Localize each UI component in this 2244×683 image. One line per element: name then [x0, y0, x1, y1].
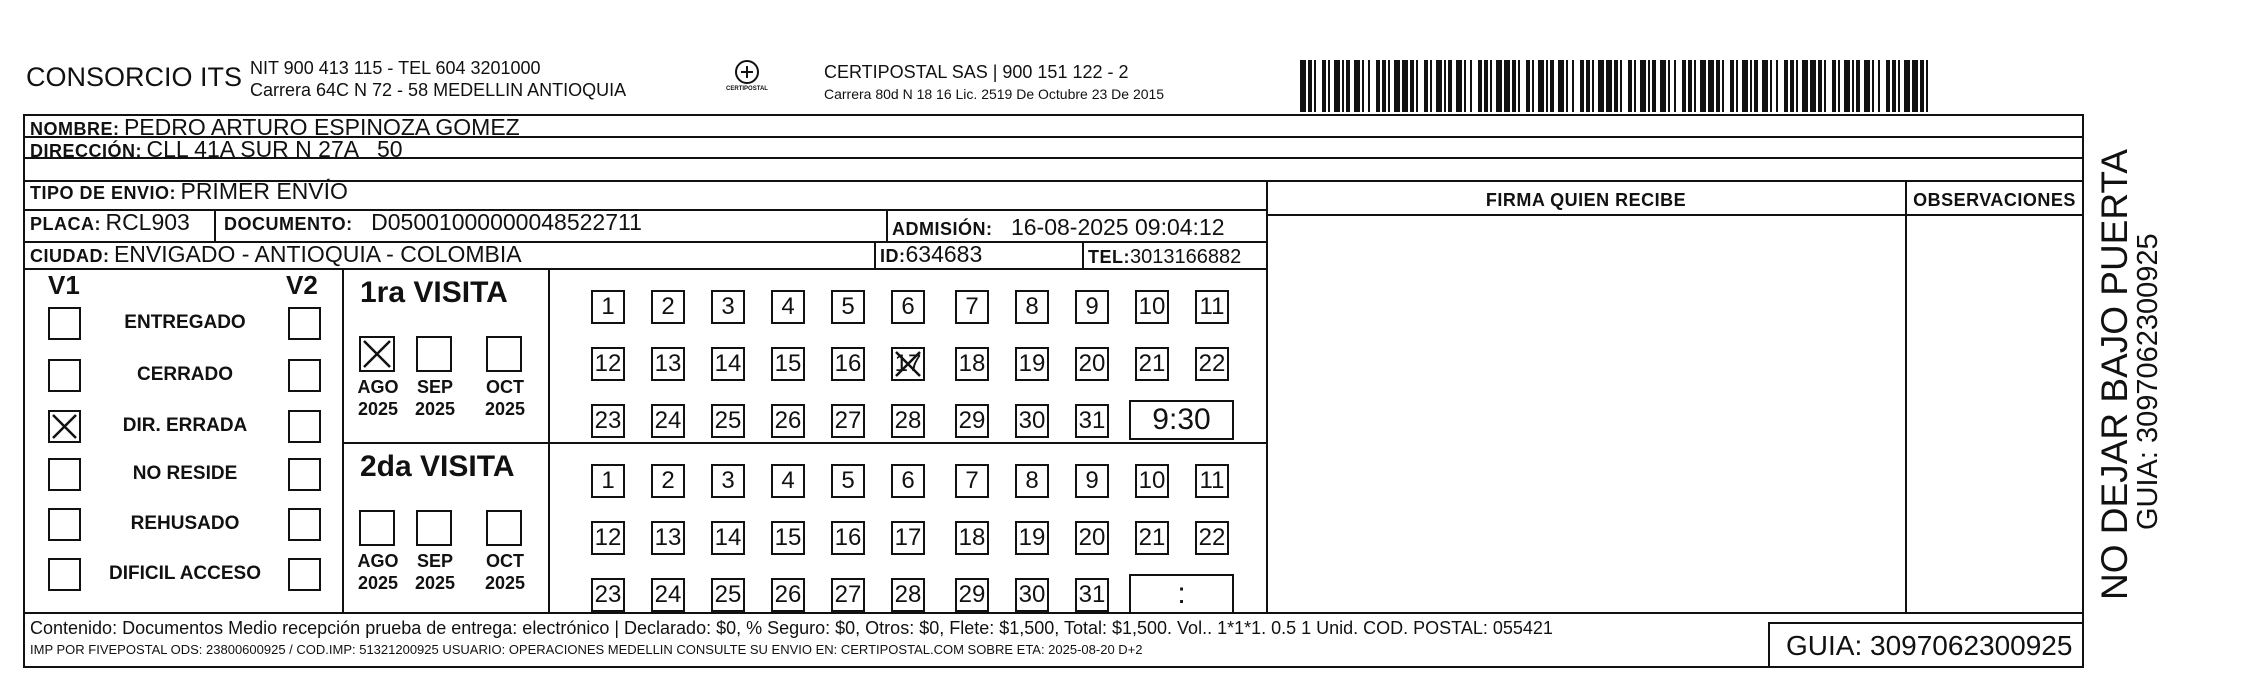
- second-day-9[interactable]: 9: [1075, 464, 1109, 498]
- v1-checkbox-4[interactable]: [48, 508, 81, 541]
- second-day-21[interactable]: 21: [1135, 521, 1169, 555]
- first-month-checkbox-0[interactable]: [359, 336, 395, 372]
- second-day-10[interactable]: 10: [1135, 464, 1169, 498]
- carrier-name: CERTIPOSTAL SAS | 900 151 122 - 2: [824, 62, 1129, 82]
- second-year-label-1: 2025: [414, 573, 456, 593]
- barcode-bar: [1308, 60, 1312, 112]
- barcode-bar: [1614, 60, 1618, 112]
- barcode-bar: [1424, 60, 1428, 112]
- x-mark-icon: [50, 412, 79, 446]
- admision-value: 16-08-2025 09:04:12: [1010, 214, 1225, 240]
- first-day-3[interactable]: 3: [711, 290, 745, 324]
- barcode-bar: [1580, 60, 1584, 112]
- barcode-bar: [1832, 60, 1836, 112]
- barcode-bar: [1300, 60, 1306, 112]
- barcode-bar: [1620, 60, 1622, 112]
- barcode-bar: [1652, 60, 1656, 112]
- barcode-bar: [1484, 60, 1488, 112]
- first-day-27[interactable]: 27: [831, 404, 865, 438]
- barcode-bar: [1898, 60, 1900, 112]
- barcode-bar: [1558, 60, 1564, 112]
- first-time-field[interactable]: 9:30: [1129, 400, 1234, 440]
- carrier-address: Carrera 80d N 18 16 Lic. 2519 De Octubre 23 De 2015: [824, 86, 1165, 102]
- first-month-label-2: OCT: [486, 377, 524, 397]
- first-month-label-1: SEP: [416, 377, 454, 397]
- first-day-8[interactable]: 8: [1015, 290, 1049, 324]
- first-year-label-2: 2025: [484, 399, 526, 419]
- imp-text: IMP POR FIVEPOSTAL ODS: 23800600925 / COD.IMP: 51321200925 USUARIO: OPERACIONES MEDELLIN CONSULTE SU ENVIO EN: CERTIPOSTAL.COM SOBRE ETA: 2025-08-20 D+2: [30, 642, 1143, 657]
- tel-label: TEL:: [1088, 247, 1130, 267]
- second-month-checkbox-2[interactable]: [486, 510, 522, 546]
- direccion-label: DIRECCIÓN:: [30, 141, 142, 161]
- barcode-bar: [1402, 60, 1408, 112]
- signature-area[interactable]: [1268, 216, 1904, 611]
- barcode-bar: [1838, 60, 1840, 112]
- first-day-9[interactable]: 9: [1075, 290, 1109, 324]
- admision-label: ADMISIÓN:: [892, 219, 993, 239]
- barcode-bar: [1810, 60, 1816, 112]
- first-day-15[interactable]: 15: [771, 347, 805, 381]
- second-day-15[interactable]: 15: [771, 521, 805, 555]
- first-day-19[interactable]: 19: [1015, 347, 1049, 381]
- barcode-bar: [1640, 60, 1646, 112]
- second-day-4[interactable]: 4: [771, 464, 805, 498]
- second-month-checkbox-0[interactable]: [359, 510, 395, 546]
- barcode-bar: [1904, 60, 1910, 112]
- side-guia: [2132, 130, 2172, 530]
- barcode-bar: [1716, 60, 1720, 112]
- first-title: 1ra VISITA: [360, 276, 508, 309]
- second-day-12[interactable]: 12: [591, 521, 625, 555]
- barcode-bar: [1818, 60, 1822, 112]
- barcode-bar: [1674, 60, 1676, 112]
- barcode-bar: [1512, 60, 1516, 112]
- barcode: [1300, 60, 1935, 112]
- direccion-value: CLL 41A SUR N 27A 50: [146, 136, 403, 162]
- second-month-checkbox-1[interactable]: [416, 510, 452, 546]
- second-month-label-2: OCT: [486, 551, 524, 571]
- barcode-bar: [1538, 60, 1544, 112]
- second-year-label-2: 2025: [484, 573, 526, 593]
- second-day-22[interactable]: 22: [1195, 521, 1229, 555]
- barcode-bar: [1742, 60, 1748, 112]
- v2-checkbox-5[interactable]: [288, 558, 321, 591]
- barcode-bar: [1708, 60, 1714, 112]
- first-day-21[interactable]: 21: [1135, 347, 1169, 381]
- barcode-bar: [1342, 60, 1344, 112]
- barcode-bar: [1550, 60, 1554, 112]
- barcode-bar: [1346, 60, 1350, 112]
- second-day-13[interactable]: 13: [651, 521, 685, 555]
- first-year-label-0: 2025: [357, 399, 399, 419]
- barcode-bar: [1770, 60, 1772, 112]
- carrier-logo: [722, 58, 772, 98]
- barcode-bar: [1926, 60, 1928, 112]
- barcode-bar: [1634, 60, 1636, 112]
- first-day-1[interactable]: 1: [591, 290, 625, 324]
- barcode-bar: [1864, 60, 1870, 112]
- nombre-value: PEDRO ARTURO ESPINOZA GOMEZ: [123, 114, 520, 140]
- first-day-28[interactable]: 28: [891, 404, 925, 438]
- barcode-bar: [1410, 60, 1414, 112]
- second-day-30[interactable]: 30: [1015, 578, 1049, 612]
- first-month-label-0: AGO: [357, 377, 399, 397]
- second-month-label-1: SEP: [416, 551, 454, 571]
- second-day-18[interactable]: 18: [955, 521, 989, 555]
- barcode-bar: [1430, 60, 1432, 112]
- second-day-2[interactable]: 2: [651, 464, 685, 498]
- first-day-2[interactable]: 2: [651, 290, 685, 324]
- first-day-31[interactable]: 31: [1075, 404, 1109, 438]
- second-day-29[interactable]: 29: [955, 578, 989, 612]
- ciudad-label: CIUDAD:: [30, 246, 110, 266]
- id-field: [880, 241, 982, 268]
- first-day-10[interactable]: 10: [1135, 290, 1169, 324]
- first-day-26[interactable]: 26: [771, 404, 805, 438]
- barcode-bar: [1920, 60, 1924, 112]
- second-day-1[interactable]: 1: [591, 464, 625, 498]
- barcode-bar: [1700, 60, 1706, 112]
- second-day-17[interactable]: 17: [891, 521, 925, 555]
- carrier-logo-text: CERTIPOSTAL: [726, 86, 768, 92]
- first-day-13[interactable]: 13: [651, 347, 685, 381]
- barcode-bar: [1376, 60, 1380, 112]
- first-year-label-1: 2025: [414, 399, 456, 419]
- second-day-20[interactable]: 20: [1075, 521, 1109, 555]
- placa-field: [30, 209, 190, 236]
- status-label-2: DIR. ERRADA: [122, 415, 248, 436]
- second-day-26[interactable]: 26: [771, 578, 805, 612]
- status-label-0: ENTREGADO: [124, 312, 246, 333]
- placa-label: PLACA:: [30, 214, 101, 234]
- v1-checkbox-2[interactable]: [48, 410, 81, 443]
- admision-field: [892, 214, 1225, 241]
- barcode-bar: [1388, 60, 1390, 112]
- v1-label: V1: [48, 270, 80, 300]
- status-label-5: DIFICIL ACCESO: [108, 563, 261, 584]
- barcode-bar: [1872, 60, 1874, 112]
- first-month-checkbox-1[interactable]: [416, 336, 452, 372]
- company-address: Carrera 64C N 72 - 58 MEDELLIN ANTIOQUIA: [250, 80, 627, 100]
- first-day-17[interactable]: 17: [891, 347, 925, 381]
- barcode-bar: [1628, 60, 1632, 112]
- first-day-22[interactable]: 22: [1195, 347, 1229, 381]
- side-guia-text: GUIA: 3097062300925: [2132, 233, 2164, 530]
- first-day-24[interactable]: 24: [651, 404, 685, 438]
- documento-value: D05001000000048522711: [371, 209, 642, 235]
- barcode-bar: [1448, 60, 1452, 112]
- first-day-4[interactable]: 4: [771, 290, 805, 324]
- second-day-24[interactable]: 24: [651, 578, 685, 612]
- barcode-bar: [1572, 60, 1574, 112]
- barcode-bar: [1314, 60, 1316, 112]
- status-label-4: REHUSADO: [130, 513, 240, 534]
- barcode-bar: [1754, 60, 1758, 112]
- second-day-11[interactable]: 11: [1195, 464, 1229, 498]
- tipo-label: TIPO DE ENVIO:: [30, 183, 177, 203]
- tipo-value: PRIMER ENVÍO: [180, 178, 348, 204]
- v2-label: V2: [286, 270, 318, 300]
- v1-checkbox-0[interactable]: [48, 307, 81, 340]
- company-name: CONSORCIO ITS: [26, 62, 243, 92]
- barcode-bar: [1606, 60, 1612, 112]
- contenido-text: Contenido: Documentos Medio recepción prueba de entrega: electrónico | Declarado: $0, % Seguro: $0, Otros: $0, Flete: $1,500, Total: $1,500. Vol.. 1*1*1. 0.5 1 Unid. COD. POSTAL: 055421: [30, 618, 1553, 638]
- barcode-bar: [1722, 60, 1724, 112]
- v2-checkbox-3[interactable]: [288, 458, 321, 491]
- second-year-label-0: 2025: [357, 573, 399, 593]
- barcode-bar: [1456, 60, 1462, 112]
- firma-label: FIRMA QUIEN RECIBE: [1485, 190, 1687, 210]
- barcode-bar: [1322, 60, 1326, 112]
- first-day-20[interactable]: 20: [1075, 347, 1109, 381]
- direccion-field: [30, 136, 403, 163]
- barcode-bar: [1886, 60, 1890, 112]
- second-time-field[interactable]: :: [1129, 574, 1234, 614]
- second-day-7[interactable]: 7: [955, 464, 989, 498]
- first-day-23[interactable]: 23: [591, 404, 625, 438]
- v2-checkbox-0[interactable]: [288, 307, 321, 340]
- first-day-30[interactable]: 30: [1015, 404, 1049, 438]
- barcode-bar: [1730, 60, 1734, 112]
- barcode-bar: [1592, 60, 1594, 112]
- first-day-6[interactable]: 6: [891, 290, 925, 324]
- tipo-field: [30, 178, 348, 205]
- barcode-bar: [1496, 60, 1502, 112]
- barcode-bar: [1660, 60, 1666, 112]
- second-day-6[interactable]: 6: [891, 464, 925, 498]
- first-day-16[interactable]: 16: [831, 347, 865, 381]
- barcode-bar: [1532, 60, 1534, 112]
- barcode-bar: [1796, 60, 1798, 112]
- ciudad-value: ENVIGADO - ANTIOQUIA - COLOMBIA: [113, 241, 522, 267]
- barcode-bar: [1598, 60, 1604, 112]
- company-nit: NIT 900 413 115 - TEL 604 3201000: [250, 58, 541, 78]
- second-day-25[interactable]: 25: [711, 578, 745, 612]
- documento-field: [224, 209, 642, 236]
- barcode-bar: [1776, 60, 1778, 112]
- first-day-29[interactable]: 29: [955, 404, 989, 438]
- first-day-7[interactable]: 7: [955, 290, 989, 324]
- barcode-bar: [1382, 60, 1386, 112]
- barcode-bar: [1694, 60, 1696, 112]
- barcode-bar: [1504, 60, 1510, 112]
- barcode-bar: [1750, 60, 1752, 112]
- barcode-bar: [1334, 60, 1340, 112]
- observaciones-area[interactable]: [1907, 216, 2081, 611]
- x-mark-icon: [893, 349, 923, 387]
- first-month-checkbox-2[interactable]: [486, 336, 522, 372]
- v1-checkbox-3[interactable]: [48, 458, 81, 491]
- first-day-14[interactable]: 14: [711, 347, 745, 381]
- barcode-bar: [1362, 60, 1364, 112]
- first-day-25[interactable]: 25: [711, 404, 745, 438]
- barcode-bar: [1912, 60, 1918, 112]
- barcode-bar: [1526, 60, 1530, 112]
- first-day-12[interactable]: 12: [591, 347, 625, 381]
- observaciones-label: OBSERVACIONES: [1913, 190, 2076, 210]
- barcode-bar: [1784, 60, 1788, 112]
- barcode-bar: [1648, 60, 1650, 112]
- barcode-bar: [1802, 60, 1808, 112]
- barcode-bar: [1566, 60, 1568, 112]
- second-month-label-0: AGO: [357, 551, 399, 571]
- barcode-bar: [1682, 60, 1686, 112]
- v2-checkbox-1[interactable]: [288, 359, 321, 392]
- barcode-bar: [1416, 60, 1418, 112]
- barcode-bar: [1518, 60, 1520, 112]
- second-day-31[interactable]: 31: [1075, 578, 1109, 612]
- second-day-3[interactable]: 3: [711, 464, 745, 498]
- second-day-16[interactable]: 16: [831, 521, 865, 555]
- carrier-logo-icon: [722, 58, 772, 98]
- id-label: ID:: [880, 246, 906, 266]
- barcode-bar: [1688, 60, 1692, 112]
- second-day-27[interactable]: 27: [831, 578, 865, 612]
- nombre-label: NOMBRE:: [30, 119, 120, 139]
- tel-value: 3013166882: [1130, 246, 1242, 268]
- status-label-3: NO RESIDE: [132, 463, 238, 484]
- v1-checkbox-1[interactable]: [48, 359, 81, 392]
- barcode-bar: [1668, 60, 1670, 112]
- barcode-bar: [1586, 60, 1590, 112]
- v2-checkbox-2[interactable]: [288, 410, 321, 443]
- x-mark-icon: [361, 338, 393, 375]
- barcode-bar: [1736, 60, 1738, 112]
- barcode-bar: [1878, 60, 1880, 112]
- first-day-11[interactable]: 11: [1195, 290, 1229, 324]
- barcode-bar: [1436, 60, 1442, 112]
- v1-checkbox-5[interactable]: [48, 558, 81, 591]
- barcode-bar: [1444, 60, 1446, 112]
- second-day-14[interactable]: 14: [711, 521, 745, 555]
- barcode-bar: [1892, 60, 1896, 112]
- v2-checkbox-4[interactable]: [288, 508, 321, 541]
- barcode-bar: [1464, 60, 1466, 112]
- ciudad-field: [30, 241, 522, 268]
- first-day-18[interactable]: 18: [955, 347, 989, 381]
- second-day-19[interactable]: 19: [1015, 521, 1049, 555]
- barcode-bar: [1490, 60, 1492, 112]
- barcode-bar: [1856, 60, 1860, 112]
- barcode-bar: [1790, 60, 1794, 112]
- second-day-28[interactable]: 28: [891, 578, 925, 612]
- side-warning-text: NO DEJAR BAJO PUERTA: [2094, 149, 2135, 600]
- barcode-bar: [1478, 60, 1482, 112]
- barcode-bar: [1470, 60, 1472, 112]
- barcode-bar: [1354, 60, 1360, 112]
- barcode-bar: [1546, 60, 1548, 112]
- id-value: 634683: [905, 241, 983, 267]
- barcode-bar: [1762, 60, 1768, 112]
- barcode-bar: [1328, 60, 1330, 112]
- placa-value: RCL903: [105, 209, 190, 235]
- second-day-8[interactable]: 8: [1015, 464, 1049, 498]
- second-day-5[interactable]: 5: [831, 464, 865, 498]
- barcode-bar: [1824, 60, 1826, 112]
- barcode-bar: [1394, 60, 1400, 112]
- barcode-bar: [1852, 60, 1854, 112]
- tel-field: [1088, 246, 1241, 269]
- first-day-5[interactable]: 5: [831, 290, 865, 324]
- documento-label: DOCUMENTO:: [224, 214, 353, 234]
- footer-guia: GUIA: 3097062300925: [1786, 630, 2073, 661]
- barcode-bar: [1368, 60, 1370, 112]
- second-title: 2da VISITA: [360, 450, 515, 483]
- second-day-23[interactable]: 23: [591, 578, 625, 612]
- barcode-bar: [1844, 60, 1850, 112]
- status-label-1: CERRADO: [136, 364, 234, 385]
